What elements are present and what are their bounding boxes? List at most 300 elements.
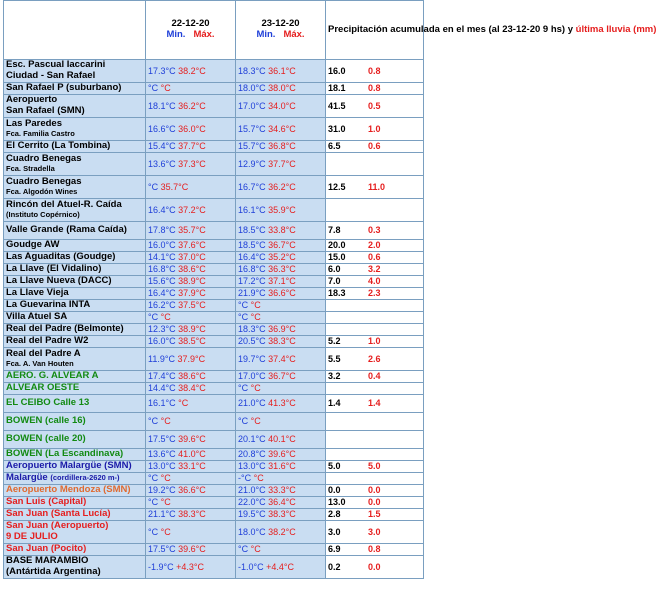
day2-max: 36.2°C (268, 181, 296, 192)
station-cell (4, 199, 146, 222)
day1-temps (146, 300, 236, 312)
day2-max: 36.6°C (268, 288, 296, 299)
station-name: Goudge AW (6, 239, 60, 251)
day2-max: 36.7°C (268, 240, 296, 251)
station-cell (4, 336, 146, 348)
precip-cell (326, 371, 424, 383)
precip-month: 3.2 (328, 371, 341, 382)
day1-min: 13.6°C (148, 158, 176, 169)
day2-min: 13.0°C (238, 461, 266, 472)
station-subtitle: Fca. A. Van Houten (6, 359, 74, 369)
day2-min: -1.0°C (238, 561, 264, 572)
precip-month: 12.5 (328, 181, 346, 192)
day1-min: °C (148, 526, 159, 537)
station-cell (4, 312, 146, 324)
day2-temps (236, 199, 326, 222)
day2-max: 34.6°C (268, 123, 296, 134)
day2-temps (236, 276, 326, 288)
precip-month: 5.2 (328, 336, 341, 347)
day2-max: 37.7°C (268, 158, 296, 169)
precip-month: 7.8 (328, 225, 341, 236)
day1-max: 38.6°C (178, 264, 206, 275)
precip-cell (326, 521, 424, 544)
day1-max: °C (178, 398, 189, 409)
station-row (4, 413, 424, 431)
day2-min: 12.9°C (238, 158, 266, 169)
day2-temps (236, 395, 326, 413)
day1-temps (146, 383, 236, 395)
station-row (4, 383, 424, 395)
day2-max: 34.0°C (268, 100, 296, 111)
day2-max: °C (250, 416, 261, 427)
precip-cell (326, 95, 424, 118)
station-name: BOWEN (La Escandinava) (6, 448, 124, 460)
station-row (4, 449, 424, 461)
day2-max: 36.7°C (268, 371, 296, 382)
station-cell (4, 153, 146, 176)
day1-min: 19.2°C (148, 485, 176, 496)
day1-min: 15.4°C (148, 141, 176, 152)
precip-last: 1.0 (368, 336, 381, 347)
day2-max: 39.6°C (268, 449, 296, 460)
weather-table (3, 0, 656, 579)
precip-last: 0.6 (368, 252, 381, 263)
day1-max: 38.9°C (178, 324, 206, 335)
precip-header-text: Precipitación acumulada en el mes (al 23-12-20 9 hs) y (328, 23, 573, 35)
station-name: La Guevarina INTA (6, 299, 91, 311)
precip-month: 31.0 (328, 123, 346, 134)
day1-temps (146, 371, 236, 383)
precip-month: 15.0 (328, 252, 346, 263)
precip-month: 5.5 (328, 353, 341, 364)
station-header (4, 1, 146, 60)
day1-temps (146, 118, 236, 141)
day1-max: 41.0°C (178, 449, 206, 460)
day2-min: 19.5°C (238, 509, 266, 520)
day2-min: °C (238, 300, 249, 311)
station-name-line2: San Rafael (SMN) (6, 105, 85, 116)
station-name-line2: Ciudad - San Rafael (6, 70, 96, 81)
day1-header (146, 1, 236, 60)
precip-cell (326, 176, 424, 199)
day1-max: 37.6°C (178, 240, 206, 251)
day2-max: 31.6°C (268, 461, 296, 472)
station-name: Aeropuerto Malargüe (SMN) (6, 460, 132, 472)
day1-max: °C (160, 83, 171, 94)
station-name-line2: 9 DE JULIO (6, 531, 58, 542)
precip-last: 0.4 (368, 371, 381, 382)
precip-last: 0.5 (368, 100, 381, 111)
day1-temps (146, 473, 236, 485)
day1-max: 33.1°C (178, 461, 206, 472)
day1-max: 39.6°C (178, 544, 206, 555)
station-cell (4, 95, 146, 118)
station-row (4, 497, 424, 509)
day2-temps (236, 153, 326, 176)
day2-max: +4.4°C (266, 561, 294, 572)
day1-min: 13.6°C (148, 449, 176, 460)
precip-cell (326, 60, 424, 83)
station-cell (4, 497, 146, 509)
station-cell (4, 473, 146, 485)
precip-month: 18.3 (328, 288, 346, 299)
station-row (4, 300, 424, 312)
day2-min: 21.0°C (238, 398, 266, 409)
precip-month: 2.8 (328, 509, 341, 520)
precip-cell (326, 83, 424, 95)
station-name: San Juan (Aeropuerto) (6, 520, 109, 532)
precip-month: 6.9 (328, 544, 341, 555)
precip-last: 0.0 (368, 497, 381, 508)
day2-min: 16.4°C (238, 252, 266, 263)
precip-cell (326, 222, 424, 240)
day1-temps (146, 521, 236, 544)
day2-temps (236, 240, 326, 252)
day1-temps (146, 395, 236, 413)
day2-max: °C (250, 383, 261, 394)
station-row (4, 431, 424, 449)
day2-temps (236, 222, 326, 240)
day2-temps (236, 324, 326, 336)
day1-min: °C (148, 416, 159, 427)
station-cell (4, 509, 146, 521)
station-row (4, 509, 424, 521)
precip-month: 13.0 (328, 497, 346, 508)
day1-temps (146, 199, 236, 222)
day1-max: 37.3°C (178, 158, 206, 169)
station-name: San Juan (Santa Lucía) (6, 508, 111, 520)
station-cell (4, 222, 146, 240)
station-cell (4, 485, 146, 497)
day2-temps (236, 176, 326, 199)
day1-max: 36.0°C (178, 123, 206, 134)
day1-min: 17.5°C (148, 434, 176, 445)
day2-min: 20.1°C (238, 434, 266, 445)
day2-min: 18.5°C (238, 240, 266, 251)
precip-last: 0.0 (368, 561, 381, 572)
station-row (4, 288, 424, 300)
precip-last: 3.2 (368, 264, 381, 275)
day1-temps (146, 336, 236, 348)
precip-last: 2.0 (368, 240, 381, 251)
day1-temps (146, 176, 236, 199)
day1-min: 16.6°C (148, 123, 176, 134)
day1-min: °C (148, 497, 159, 508)
station-row (4, 336, 424, 348)
day1-min: 17.5°C (148, 544, 176, 555)
precip-cell (326, 264, 424, 276)
station-cell (4, 252, 146, 264)
day2-min: 18.5°C (238, 225, 266, 236)
precip-cell (326, 300, 424, 312)
precip-cell (326, 336, 424, 348)
day1-max: 36.2°C (178, 100, 206, 111)
day2-min: 17.0°C (238, 371, 266, 382)
precip-last: 0.6 (368, 141, 381, 152)
day2-min: 19.7°C (238, 353, 266, 364)
day1-min: °C (148, 83, 159, 94)
precip-last: 2.3 (368, 288, 381, 299)
precip-cell (326, 485, 424, 497)
day1-max: 38.9°C (178, 276, 206, 287)
day2-min: °C (238, 416, 249, 427)
day2-temps (236, 118, 326, 141)
day1-min: 21.1°C (148, 509, 176, 520)
station-cell (4, 556, 146, 579)
station-name: San Luis (Capital) (6, 496, 87, 508)
day2-header (236, 1, 326, 60)
station-cell (4, 371, 146, 383)
day2-max-label: Máx. (283, 29, 305, 40)
station-cell (4, 521, 146, 544)
precip-cell (326, 288, 424, 300)
day1-temps (146, 276, 236, 288)
day1-temps (146, 485, 236, 497)
day2-min: °C (238, 544, 249, 555)
station-cell (4, 395, 146, 413)
station-row (4, 371, 424, 383)
day1-min: °C (148, 312, 159, 323)
precip-cell (326, 509, 424, 521)
day2-temps (236, 252, 326, 264)
station-subtitle: Fca. Algodón Wines (6, 187, 78, 197)
day2-min: 18.3°C (238, 65, 266, 76)
day2-temps (236, 556, 326, 579)
station-name: Rincón del Atuel-R. Caída (6, 199, 122, 211)
precip-cell (326, 461, 424, 473)
day1-min: 14.4°C (148, 383, 176, 394)
station-row (4, 556, 424, 579)
precip-month: 6.5 (328, 141, 341, 152)
day2-max: 38.3°C (268, 509, 296, 520)
day2-max: 41.3°C (268, 398, 296, 409)
station-subtitle: (Instituto Copérnico) (6, 210, 80, 220)
day1-temps (146, 153, 236, 176)
day1-min: °C (148, 473, 159, 484)
day2-date: 23-12-20 (261, 18, 300, 30)
station-cell (4, 413, 146, 431)
station-name: Real del Padre A (6, 348, 81, 360)
precip-cell (326, 497, 424, 509)
precip-cell (326, 431, 424, 449)
precip-last: 0.8 (368, 544, 381, 555)
day2-min: 18.0°C (238, 83, 266, 94)
day2-temps (236, 473, 326, 485)
station-name: Cuadro Benegas (6, 176, 82, 188)
precip-cell (326, 395, 424, 413)
day2-temps (236, 60, 326, 83)
station-row (4, 252, 424, 264)
station-row (4, 521, 424, 544)
day2-min: 18.3°C (238, 324, 266, 335)
day1-temps (146, 240, 236, 252)
precip-last: 4.0 (368, 276, 381, 287)
precip-last: 5.0 (368, 461, 381, 472)
station-name: ALVEAR OESTE (6, 382, 80, 394)
day2-temps (236, 95, 326, 118)
day2-min: 20.8°C (238, 449, 266, 460)
day2-min: 18.0°C (238, 526, 266, 537)
station-row (4, 176, 424, 199)
day1-min: 16.0°C (148, 240, 176, 251)
precip-cell (326, 252, 424, 264)
station-name: La Llave Nueva (DACC) (6, 275, 112, 287)
station-cell (4, 83, 146, 95)
day1-max: 39.6°C (178, 434, 206, 445)
station-name: Cuadro Benegas (6, 153, 82, 165)
day1-min: 16.1°C (148, 398, 176, 409)
station-name: Las Aguaditas (Goudge) (6, 251, 116, 263)
precip-month: 1.4 (328, 398, 341, 409)
day1-temps (146, 497, 236, 509)
day2-max: 35.9°C (268, 204, 296, 215)
station-name: La Llave (El Vidalino) (6, 263, 102, 275)
precip-cell (326, 240, 424, 252)
day1-min: -1.9°C (148, 561, 174, 572)
day2-temps (236, 264, 326, 276)
day2-max: 33.3°C (268, 485, 296, 496)
precip-month: 3.0 (328, 526, 341, 537)
day2-max: 37.4°C (268, 353, 296, 364)
station-name: BASE MARAMBIO (6, 555, 89, 567)
station-cell (4, 348, 146, 371)
day2-min: 17.2°C (238, 276, 266, 287)
day1-max: °C (160, 473, 171, 484)
day2-temps (236, 509, 326, 521)
station-row (4, 222, 424, 240)
precip-cell (326, 413, 424, 431)
day1-max: 38.3°C (178, 509, 206, 520)
station-row (4, 324, 424, 336)
station-name: El Cerrito (La Tombina) (6, 140, 111, 152)
station-cell (4, 324, 146, 336)
precip-cell (326, 556, 424, 579)
day1-max: 37.9°C (178, 288, 206, 299)
station-name: La Llave Vieja (6, 287, 69, 299)
station-row (4, 348, 424, 371)
day2-max: °C (253, 473, 264, 484)
day2-max: °C (250, 312, 261, 323)
day2-temps (236, 141, 326, 153)
station-row (4, 240, 424, 252)
station-name: Aeropuerto (6, 94, 58, 106)
day1-temps (146, 461, 236, 473)
precip-month: 0.2 (328, 561, 341, 572)
precip-cell (326, 544, 424, 556)
station-cell (4, 141, 146, 153)
day2-temps (236, 485, 326, 497)
day2-temps (236, 383, 326, 395)
precip-cell (326, 118, 424, 141)
station-row (4, 485, 424, 497)
day1-min: °C (148, 181, 159, 192)
precip-month: 7.0 (328, 276, 341, 287)
precip-last: 0.8 (368, 83, 381, 94)
day2-min: 20.5°C (238, 336, 266, 347)
day1-max: 37.9°C (177, 353, 206, 364)
precip-cell (326, 383, 424, 395)
day2-min: 21.0°C (238, 485, 266, 496)
station-cell (4, 288, 146, 300)
day2-max: 36.3°C (268, 264, 296, 275)
day1-max: °C (160, 497, 171, 508)
precip-header (326, 1, 656, 60)
precip-month: 18.1 (328, 83, 346, 94)
day2-min: 21.9°C (238, 288, 266, 299)
precip-last-label: última lluvia (mm) (575, 23, 656, 35)
station-rows (4, 60, 424, 579)
day1-max: 36.6°C (178, 485, 206, 496)
day1-temps (146, 348, 236, 371)
station-row (4, 473, 424, 485)
day2-temps (236, 300, 326, 312)
station-name: EL CEIBO Calle 13 (6, 397, 90, 409)
station-note: (cordillera-2620 m-) (50, 473, 120, 483)
precip-month: 41.5 (328, 100, 346, 111)
station-cell (4, 264, 146, 276)
station-row (4, 276, 424, 288)
day1-temps (146, 324, 236, 336)
precip-month: 16.0 (328, 65, 346, 76)
day2-max: 35.2°C (268, 252, 296, 263)
day2-min: 17.0°C (238, 100, 266, 111)
day1-min: 11.9°C (148, 353, 175, 364)
precip-month: 20.0 (328, 240, 346, 251)
day1-max: 37.5°C (178, 300, 206, 311)
day2-temps (236, 544, 326, 556)
station-cell (4, 544, 146, 556)
day1-temps (146, 264, 236, 276)
day1-max: 37.7°C (178, 141, 206, 152)
day1-max: +4.3°C (176, 561, 204, 572)
day1-temps (146, 222, 236, 240)
day2-temps (236, 348, 326, 371)
station-name: Real del Padre W2 (6, 335, 89, 347)
day1-temps (146, 60, 236, 83)
day1-min: 17.3°C (148, 65, 176, 76)
day1-temps (146, 509, 236, 521)
day2-min: -°C (238, 473, 252, 484)
precip-last: 11.0 (368, 181, 386, 192)
precip-cell (326, 153, 424, 176)
day1-min: 16.2°C (148, 300, 176, 311)
day1-min-label: Min. (166, 29, 186, 40)
precip-last: 2.6 (368, 353, 381, 364)
precip-last: 0.8 (368, 65, 381, 76)
day1-temps (146, 544, 236, 556)
day1-max: 38.5°C (178, 336, 206, 347)
station-row (4, 199, 424, 222)
precip-cell (326, 199, 424, 222)
station-row (4, 141, 424, 153)
station-cell (4, 431, 146, 449)
day2-max: 33.8°C (268, 225, 296, 236)
day1-min: 12.3°C (148, 324, 176, 335)
station-name: AERO. G. ALVEAR A (6, 370, 99, 382)
day2-temps (236, 431, 326, 449)
day1-max-label: Máx. (193, 29, 215, 40)
station-name: Malargüe (6, 472, 48, 484)
day2-min: 16.8°C (238, 264, 266, 275)
day1-temps (146, 141, 236, 153)
header-row (4, 1, 424, 60)
day1-max: °C (160, 416, 171, 427)
day1-min: 17.8°C (148, 225, 176, 236)
day1-min: 16.0°C (148, 336, 176, 347)
day1-max: 37.2°C (178, 204, 206, 215)
day1-min: 16.8°C (148, 264, 176, 275)
day1-temps (146, 431, 236, 449)
